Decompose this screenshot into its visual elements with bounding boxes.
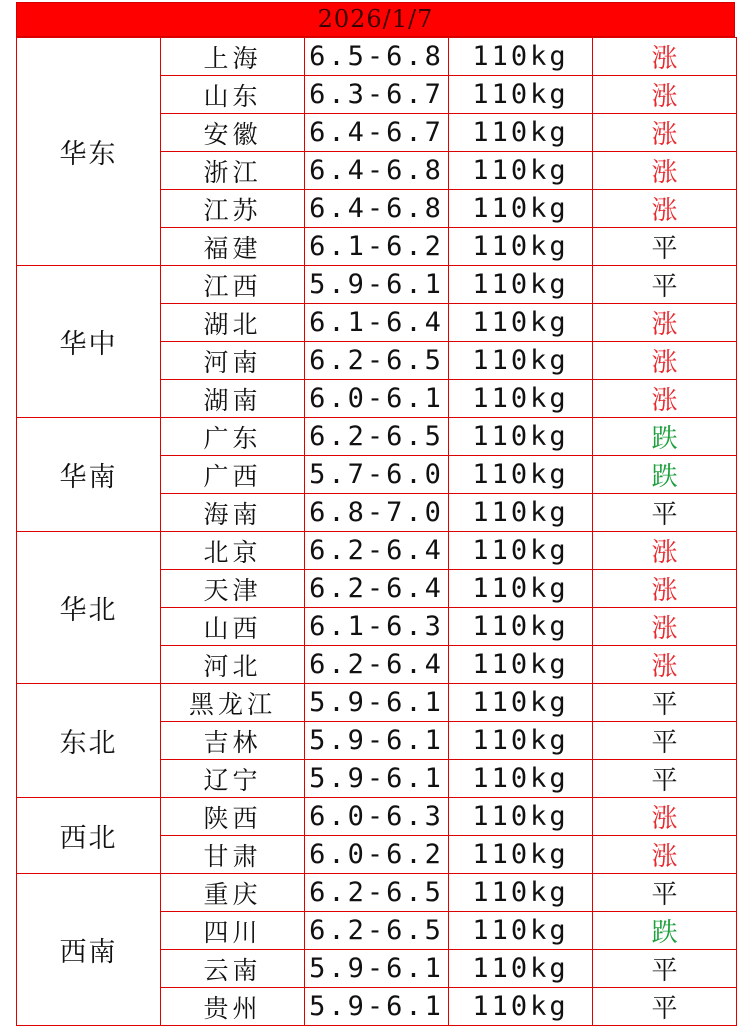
price-range-cell: 5.9-6.1 [305,684,449,722]
weight-cell: 110kg [449,722,593,760]
trend-cell: 涨 [593,76,737,114]
price-range-cell: 6.2-6.5 [305,418,449,456]
province-cell: 广西 [161,456,305,494]
weight-cell: 110kg [449,684,593,722]
region-cell: 华东 [17,38,161,266]
weight-cell: 110kg [449,532,593,570]
trend-cell: 平 [593,684,737,722]
weight-cell: 110kg [449,760,593,798]
price-range-cell: 6.3-6.7 [305,76,449,114]
weight-cell: 110kg [449,798,593,836]
province-cell: 江西 [161,266,305,304]
trend-cell: 平 [593,266,737,304]
province-cell: 陕西 [161,798,305,836]
price-range-cell: 6.0-6.3 [305,798,449,836]
price-range-cell: 6.2-6.4 [305,570,449,608]
weight-cell: 110kg [449,950,593,988]
price-range-cell: 6.2-6.5 [305,874,449,912]
region-cell: 华南 [17,418,161,532]
trend-cell: 涨 [593,152,737,190]
weight-cell: 110kg [449,228,593,266]
province-cell: 天津 [161,570,305,608]
trend-cell: 涨 [593,38,737,76]
price-range-cell: 6.2-6.4 [305,532,449,570]
province-cell: 浙江 [161,152,305,190]
trend-cell: 平 [593,228,737,266]
province-cell: 吉林 [161,722,305,760]
weight-cell: 110kg [449,342,593,380]
weight-cell: 110kg [449,874,593,912]
province-cell: 湖南 [161,380,305,418]
province-cell: 辽宁 [161,760,305,798]
price-table [16,37,737,1026]
weight-cell: 110kg [449,114,593,152]
price-range-cell: 6.2-6.5 [305,342,449,380]
trend-cell: 平 [593,874,737,912]
trend-cell: 涨 [593,380,737,418]
weight-cell: 110kg [449,912,593,950]
trend-cell: 涨 [593,608,737,646]
table-row [17,38,737,76]
province-cell: 河南 [161,342,305,380]
weight-cell: 110kg [449,304,593,342]
trend-cell: 涨 [593,646,737,684]
price-range-cell: 5.9-6.1 [305,988,449,1026]
trend-cell: 涨 [593,532,737,570]
province-cell: 四川 [161,912,305,950]
price-range-cell: 6.4-6.8 [305,152,449,190]
trend-cell: 涨 [593,190,737,228]
province-cell: 贵州 [161,988,305,1026]
price-sheet [16,2,735,1026]
weight-cell: 110kg [449,494,593,532]
province-cell: 湖北 [161,304,305,342]
weight-cell: 110kg [449,570,593,608]
region-cell: 华北 [17,532,161,684]
price-range-cell: 5.9-6.1 [305,950,449,988]
table-row [17,266,737,304]
province-cell: 云南 [161,950,305,988]
price-range-cell: 6.2-6.5 [305,912,449,950]
province-cell: 山西 [161,608,305,646]
trend-cell: 涨 [593,342,737,380]
trend-cell: 涨 [593,114,737,152]
trend-cell: 跌 [593,418,737,456]
price-range-cell: 6.4-6.8 [305,190,449,228]
weight-cell: 110kg [449,456,593,494]
province-cell: 河北 [161,646,305,684]
weight-cell: 110kg [449,418,593,456]
weight-cell: 110kg [449,836,593,874]
province-cell: 安徽 [161,114,305,152]
weight-cell: 110kg [449,646,593,684]
region-cell: 东北 [17,684,161,798]
trend-cell: 平 [593,760,737,798]
province-cell: 山东 [161,76,305,114]
price-range-cell: 6.1-6.2 [305,228,449,266]
weight-cell: 110kg [449,76,593,114]
table-row [17,874,737,912]
province-cell: 广东 [161,418,305,456]
price-table-body [17,38,737,1026]
price-range-cell: 6.4-6.7 [305,114,449,152]
province-cell: 甘肃 [161,836,305,874]
weight-cell: 110kg [449,190,593,228]
trend-cell: 涨 [593,836,737,874]
trend-cell: 跌 [593,456,737,494]
trend-cell: 涨 [593,570,737,608]
weight-cell: 110kg [449,988,593,1026]
region-cell: 西南 [17,874,161,1026]
trend-cell: 平 [593,722,737,760]
table-row [17,418,737,456]
trend-cell: 涨 [593,798,737,836]
price-range-cell: 5.7-6.0 [305,456,449,494]
province-cell: 江苏 [161,190,305,228]
weight-cell: 110kg [449,38,593,76]
trend-cell: 涨 [593,304,737,342]
province-cell: 北京 [161,532,305,570]
table-row [17,798,737,836]
price-range-cell: 6.1-6.3 [305,608,449,646]
price-range-cell: 5.9-6.1 [305,266,449,304]
region-cell: 西北 [17,798,161,874]
price-range-cell: 5.9-6.1 [305,760,449,798]
price-range-cell: 6.2-6.4 [305,646,449,684]
price-range-cell: 6.0-6.2 [305,836,449,874]
weight-cell: 110kg [449,608,593,646]
date-header: 2026/1/7 [16,2,735,37]
price-range-cell: 6.0-6.1 [305,380,449,418]
region-cell: 华中 [17,266,161,418]
weight-cell: 110kg [449,152,593,190]
weight-cell: 110kg [449,380,593,418]
table-row [17,684,737,722]
trend-cell: 平 [593,494,737,532]
province-cell: 福建 [161,228,305,266]
price-range-cell: 6.1-6.4 [305,304,449,342]
trend-cell: 平 [593,988,737,1026]
table-row [17,532,737,570]
province-cell: 重庆 [161,874,305,912]
trend-cell: 平 [593,950,737,988]
trend-cell: 跌 [593,912,737,950]
price-range-cell: 6.8-7.0 [305,494,449,532]
price-range-cell: 6.5-6.8 [305,38,449,76]
province-cell: 上海 [161,38,305,76]
price-range-cell: 5.9-6.1 [305,722,449,760]
province-cell: 海南 [161,494,305,532]
weight-cell: 110kg [449,266,593,304]
province-cell: 黑龙江 [161,684,305,722]
